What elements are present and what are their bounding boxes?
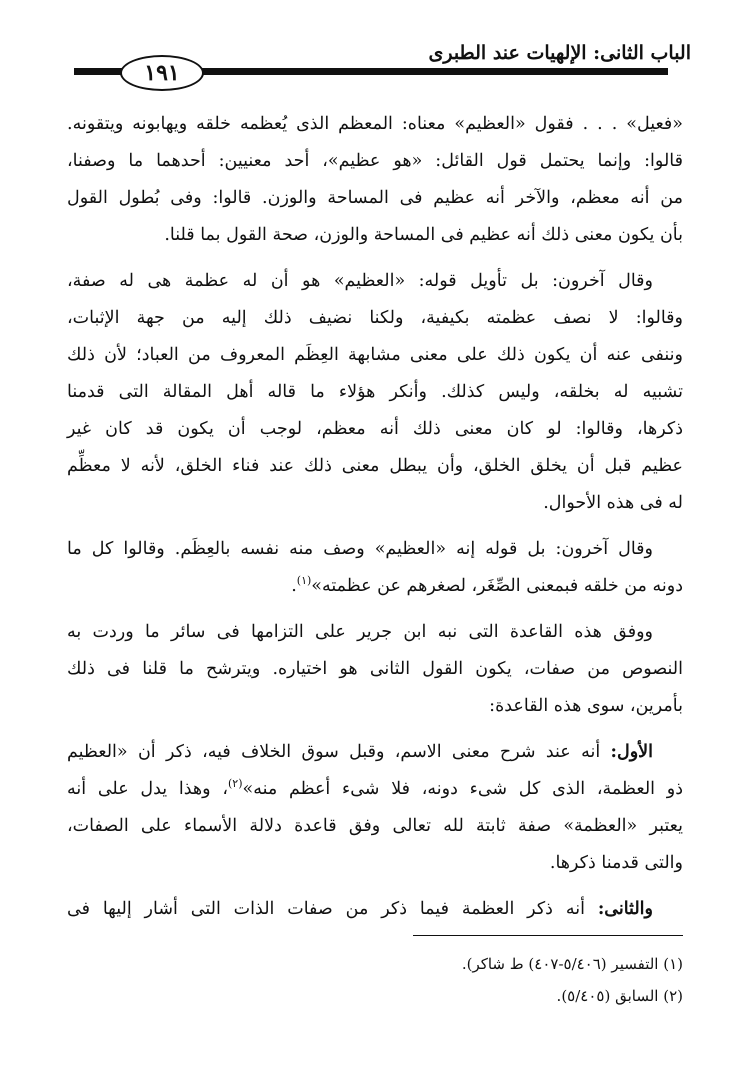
footnotes xyxy=(67,948,683,1012)
body-line: بأمرين، سوى هذه القاعدة: xyxy=(489,696,683,716)
body-line: تشبيه له بخلقه، وليس كذلك. وأنكر هؤلاء ما قاله أهل المقالة التى قدمنا xyxy=(67,382,683,402)
body-line: له فى هذه الأحوال. xyxy=(543,493,683,513)
point-lead: والثانى: xyxy=(597,899,653,919)
body-line: قالوا: وإنما يحتمل قول القائل: «هو عظيم»، أحد معنيين: أحدهما ما وصفنا، xyxy=(67,151,683,171)
body-line: والتى قدمنا ذكرها. xyxy=(549,853,683,873)
body-text: دونه من خلقه فبمعنى الصِّغَر، لصغرهم عن عظمته» xyxy=(311,576,683,596)
footnote-ref: (٢) xyxy=(227,777,243,791)
body-line xyxy=(67,568,683,605)
page-body xyxy=(67,106,683,928)
body-line: بأن يكون معنى ذلك أنه عظيم فى المساحة والوزن، صحة القول بما قلنا. xyxy=(164,225,683,245)
running-header-title: الباب الثانى: الإلهيات عند الطبرى xyxy=(428,42,691,64)
body-line xyxy=(67,891,683,928)
point-lead: الأول: xyxy=(610,742,653,762)
footnote: (١) التفسير (٥/٤٠٦-٤٠٧) ط شاكر). xyxy=(461,955,683,973)
body-line xyxy=(67,771,683,808)
body-line: وقالوا: لا نصف عظمته بكيفية، ولكنا نضيف ذلك إليه من جهة الإثبات، xyxy=(67,308,683,328)
body-line: وقال آخرون: بل تأويل قوله: «العظيم» هو أن له عظمة هى له صفة، xyxy=(67,271,653,291)
body-line xyxy=(67,734,683,771)
page-number-badge xyxy=(120,55,204,91)
body-text: أنه عند شرح معنى الاسم، وقبل سوق الخلاف فيه، ذكر أن «العظيم xyxy=(67,742,611,762)
body-line: النصوص من صفات، يكون القول الثانى هو اختياره. ويترشح ما قلنا فى ذلك xyxy=(67,659,683,679)
body-text: أنه ذكر العظمة فيما ذكر من صفات الذات التى أشار إليها فى xyxy=(67,899,598,919)
body-text: ذو العظمة، الذى كل شىء دونه، فلا شىء أعظم منه» xyxy=(242,779,683,799)
body-line: عظيم قبل أن يخلق الخلق، وأن يبطل معنى ذلك عند فناء الخلق، لأنه لا معظِّم xyxy=(67,456,683,476)
body-text: . xyxy=(291,576,297,596)
body-line: يعتبر «العظمة» صفة ثابتة لله تعالى وفق قاعدة دلالة الأسماء على الصفات، xyxy=(67,816,683,836)
body-line: وقال آخرون: بل قوله إنه «العظيم» وصف منه نفسه بالعِظَم. وقالوا كل ما xyxy=(67,539,653,559)
page-number: ١٩١ xyxy=(144,60,180,86)
footnote-ref: (١) xyxy=(296,574,312,588)
body-line: «فعيل» . . . فقول «العظيم» معناه: المعظم الذى يُعظمه خلقه ويهابونه ويتقونه. xyxy=(67,114,683,134)
footnote: (٢) السابق (٥/٤٠٥). xyxy=(556,987,683,1005)
body-text: ، وهذا يدل على أنه xyxy=(67,779,228,799)
body-line: من أنه معظم، والآخر أنه عظيم فى المساحة والوزن. قالوا: وفى بُطول القول xyxy=(67,188,683,208)
footnote-rule xyxy=(413,935,683,936)
body-line: ذكرها، وقالوا: لو كان معنى ذلك أنه معظم، لوجب أن يكون قد كان غير xyxy=(67,419,683,439)
body-line: وننفى عنه أن يكون ذلك على معنى مشابهة العِظَم المعروف من العباد؛ لأن ذلك xyxy=(67,345,683,365)
body-line: ووفق هذه القاعدة التى نبه ابن جرير على التزامها فى سائر ما وردت به xyxy=(67,622,653,642)
